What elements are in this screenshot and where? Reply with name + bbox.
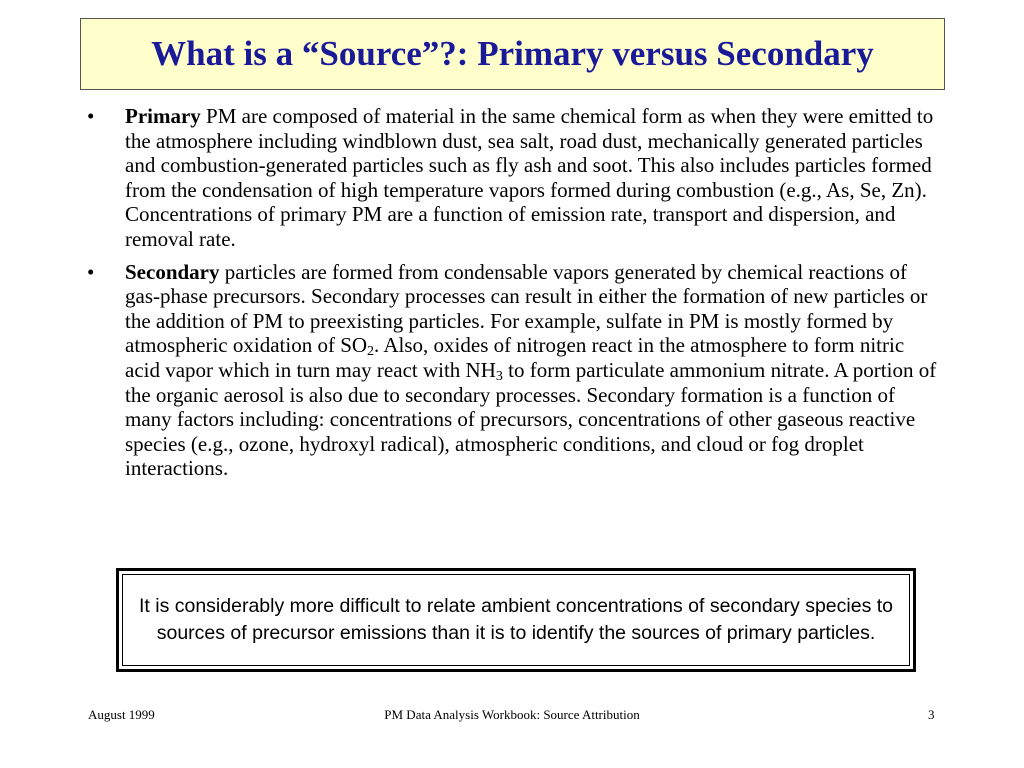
bullet-primary bbox=[87, 104, 937, 252]
subscript-nh3: 3 bbox=[495, 368, 503, 384]
bullet-icon: • bbox=[87, 104, 95, 128]
bullet-secondary bbox=[87, 260, 937, 481]
footer-page-number: 3 bbox=[928, 707, 935, 722]
bullet-text-secondary-part-1: particles are formed from condensable vapors generated by chemical reactions of gas-phase precursors. Secondary processes can result in either the formation of new particles or the addition of PM to preexisting particles. For example, sulfate in PM is mostly formed by atmospheric oxidation of SO bbox=[125, 259, 928, 358]
note-box bbox=[116, 568, 916, 672]
footer-date: August 1999 bbox=[88, 707, 155, 722]
bullet-list bbox=[87, 104, 937, 489]
bullet-text-secondary-part-3: to form particulate ammonium nitrate. A portion of the organic aerosol is also due to secondary processes. Secondary formation is a function of many factors including: concentrations of precursors, concentrations of other gaseous reactive species (e.g., ozone, hydroxyl radical), atmospheric conditions, and cloud or fog droplet interactions. bbox=[125, 357, 937, 481]
bullet-icon: • bbox=[87, 259, 95, 284]
note-inner-frame bbox=[122, 574, 910, 666]
slide-title-box bbox=[80, 18, 945, 90]
footer-title: PM Data Analysis Workbook: Source Attribution bbox=[384, 707, 640, 722]
bullet-text-primary: PM are composed of material in the same chemical form as when they were emitted to the atmosphere including windblown dust, sea salt, road dust, mechanically generated particles and combustion-generated particles such as fly ash and soot. This also includes particles formed from the condensation of high temperature vapors formed during combustion (e.g., As, Se, Zn). Concentrations of primary PM are a function of emission rate, transport and dispersion, and removal rate. bbox=[125, 104, 934, 251]
subscript-so2: 2 bbox=[367, 344, 375, 360]
bullet-term-secondary: Secondary bbox=[125, 259, 220, 284]
note-text: It is considerably more difficult to relate ambient concentrations of secondary species to sources of precursor emissions than it is to identify the sources of primary particles. bbox=[138, 595, 894, 644]
slide-title: What is a “Source”?: Primary versus Secondary bbox=[151, 34, 874, 73]
bullet-term-primary: Primary bbox=[125, 104, 201, 128]
bullet-text-secondary-part-2: . Also, oxides of nitrogen react in the atmosphere to form nitric acid vapor which in turn may react with NH bbox=[125, 333, 905, 382]
